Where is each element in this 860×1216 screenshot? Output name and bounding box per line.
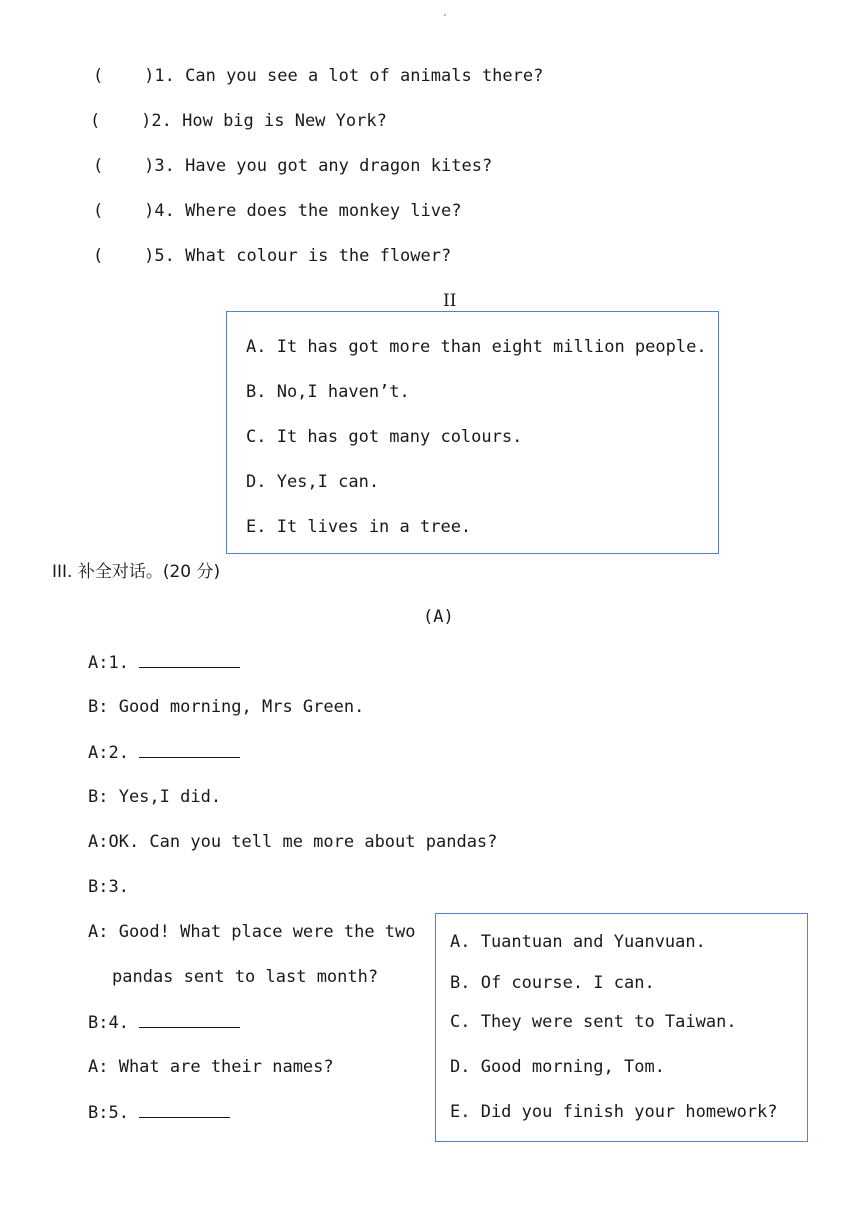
dialogue-line: B:5. — [88, 1101, 230, 1124]
dialogue-line: B:4. — [88, 1011, 240, 1034]
question-text: 3. Have you got any dragon kites? — [154, 156, 493, 176]
option-item: C. They were sent to Taiwan. — [450, 1012, 737, 1032]
question-item — [90, 110, 387, 132]
question-text: 4. Where does the monkey live? — [154, 201, 462, 221]
dialogue-line: B:3. — [88, 877, 129, 897]
section-heading: III. 补全对话。(20 分) — [52, 562, 221, 582]
option-item: C. It has got many colours. — [246, 427, 523, 447]
answer-blank[interactable] — [139, 741, 240, 758]
option-item: D. Good morning, Tom. — [450, 1057, 665, 1077]
question-text: 2. How big is New York? — [151, 111, 387, 131]
option-item: B. No,I haven’t. — [246, 382, 410, 402]
options-box — [226, 311, 719, 554]
option-item: D. Yes,I can. — [246, 472, 380, 492]
dialogue-line: pandas sent to last month? — [112, 967, 379, 987]
question-item — [93, 245, 451, 267]
part-label: (A) — [423, 607, 454, 627]
dialogue-line: A:1. — [88, 651, 240, 674]
answer-paren[interactable]: ( ) — [93, 66, 155, 86]
answer-paren[interactable]: ( ) — [90, 111, 152, 131]
question-item — [93, 155, 492, 177]
question-item — [93, 65, 543, 87]
dialogue-options-box — [435, 913, 808, 1142]
dialogue-line: A:2. — [88, 741, 240, 764]
answer-blank[interactable] — [139, 1101, 230, 1118]
page-mark — [444, 14, 446, 16]
answer-blank[interactable] — [139, 651, 240, 668]
dialogue-line: B: Good morning, Mrs Green. — [88, 697, 365, 717]
dialogue-line: B: Yes,I did. — [88, 787, 222, 807]
column-label: II — [443, 291, 457, 311]
question-text: 1. Can you see a lot of animals there? — [154, 66, 544, 86]
option-item: E. It lives in a tree. — [246, 517, 472, 537]
answer-blank[interactable] — [139, 1011, 240, 1028]
dialogue-line: A:OK. Can you tell me more about pandas? — [88, 832, 498, 852]
option-item: A. It has got more than eight million people. — [246, 337, 707, 357]
answer-paren[interactable]: ( ) — [93, 156, 155, 176]
option-item: E. Did you finish your homework? — [450, 1102, 778, 1122]
answer-paren[interactable]: ( ) — [93, 246, 155, 266]
option-item: A. Tuantuan and Yuanvuan. — [450, 932, 706, 952]
question-item — [93, 200, 461, 222]
option-item: B. Of course. I can. — [450, 973, 655, 993]
dialogue-line: A: What are their names? — [88, 1057, 334, 1077]
answer-paren[interactable]: ( ) — [93, 201, 155, 221]
question-text: 5. What colour is the flower? — [154, 246, 452, 266]
dialogue-line: A: Good! What place were the two — [88, 922, 416, 942]
